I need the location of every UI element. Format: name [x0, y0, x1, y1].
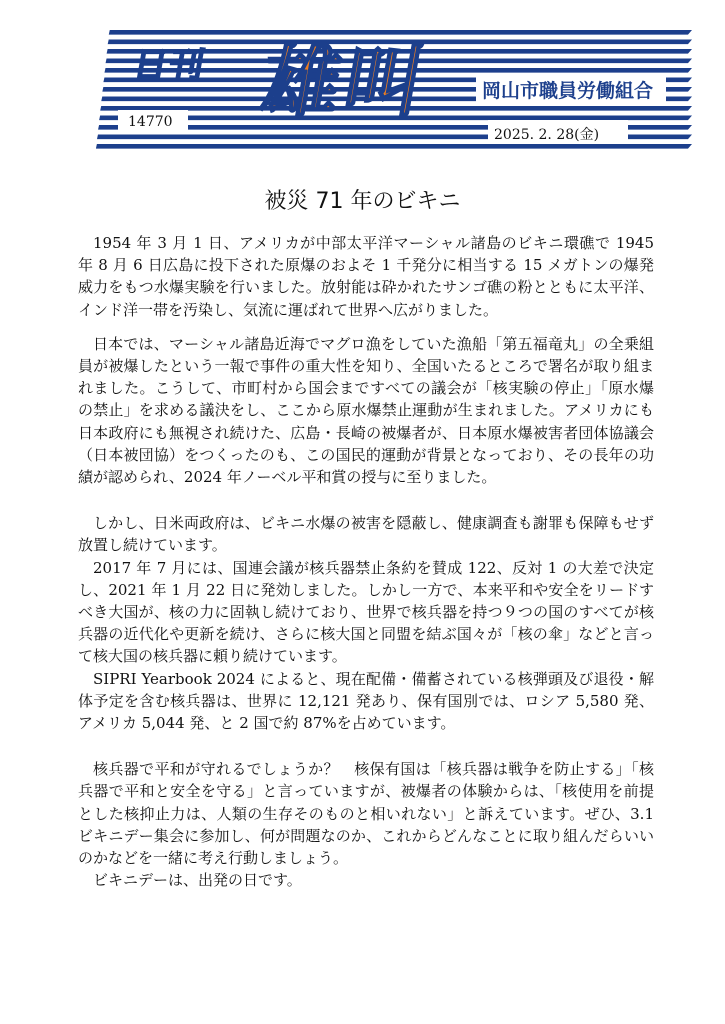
paragraph-government-cover-up: しかし、日米両政府は、ビキニ水爆の被害を隠蔽し、健康調査も謝罪も保障もせず放置し続けています。	[78, 514, 654, 555]
masthead-title-big: 雄叫	[254, 38, 435, 128]
issue-number: 14770	[128, 114, 173, 130]
article-headline: 被災 71 年のビキニ	[264, 189, 461, 214]
paragraph-antinuclear-movement: 日本では、マーシャル諸島近海でマグロ漁をしていた漁船「第五福竜丸」の全乗組員が被爆したという一報で事件の重大性を知り、全国いたるところで署名が取り組まれました。こうして、市町村から国会まですべての議会が「核実験の停止」「原水爆の禁止」を求める議決をし、ここから原水爆禁止運動が生まれました。アメリカにも日本政府にも無視され続けた、広島・長崎の被爆者が、日本原水爆被害者団体協議会（日本被団協）をつくったのも、この国民的運動が背景となっており、その長年の功績が認められ、2024 年ノーベル平和賞の授与に至りました。	[78, 334, 654, 487]
union-name: 岡山市職員労働組合	[482, 80, 654, 102]
paragraph-call-to-action: 核兵器で平和が守れるでしょうか？ 核保有国は「核兵器は戦争を防止する」「核兵器で平和と安全を守る」と言っていますが、被爆者の体験からは、「核使用を前提とした核抑止力は、人類の生存そのものと相いれない」と訴えています。ぜひ、3.1 ビキニデー集会に参加し、何が問題なのか、これからどんなことに取り組んだらいいのかなどを一緒に考え行動しましょう。	[78, 760, 654, 868]
masthead-stripe	[96, 144, 692, 149]
paragraph-sipri: SIPRI Yearbook 2024 によると、現在配備・備蓄されている核弾頭及び退役・解体予定を含む核兵器は、世界に 12,121 発あり、保有国別では、ロシア 5,580 発、アメリカ 5,044 発、と 2 国で約 87%を占めています。	[78, 669, 654, 733]
paragraph-treaty: 2017 年 7 月には、国連会議が核兵器禁止条約を賛成 122、反対 1 の大差で決定し、2021 年 1 月 22 日に発効しました。しかし一方で、本来平和や安全をリードすべき大国が、核の力に固執し続けており、世界で核兵器を持つ９つの国のすべてが核兵器の近代化や更新を続け、さらに核大国と同盟を結ぶ国々が「核の傘」などと言って核大国の核兵器に頼り続けています。	[78, 558, 654, 666]
union-name-box	[476, 74, 666, 102]
issue-date-box	[488, 120, 628, 144]
paragraph-bikini-test: 1954 年 3 月 1 日、アメリカが中部太平洋マーシャル諸島のビキニ環礁で 1945 年 8 月 6 日広島に投下された原爆のおよそ 1 千発分に相当する 15 メガトンの爆発威力をもつ水爆実験を行いました。放射能は砕かれたサンゴ礁の粉とともに太平洋、インド洋一帯を汚染し、気流に運ばれて世界へ広がりました。	[78, 234, 654, 319]
masthead-title-small: 日刊	[129, 46, 209, 86]
masthead	[96, 28, 692, 152]
paragraph-closing: ビキニデーは、出発の日です。	[93, 871, 302, 890]
article-body	[78, 232, 654, 891]
issue-number-box	[118, 110, 188, 134]
issue-date: 2025. 2. 28(金)	[494, 127, 600, 143]
